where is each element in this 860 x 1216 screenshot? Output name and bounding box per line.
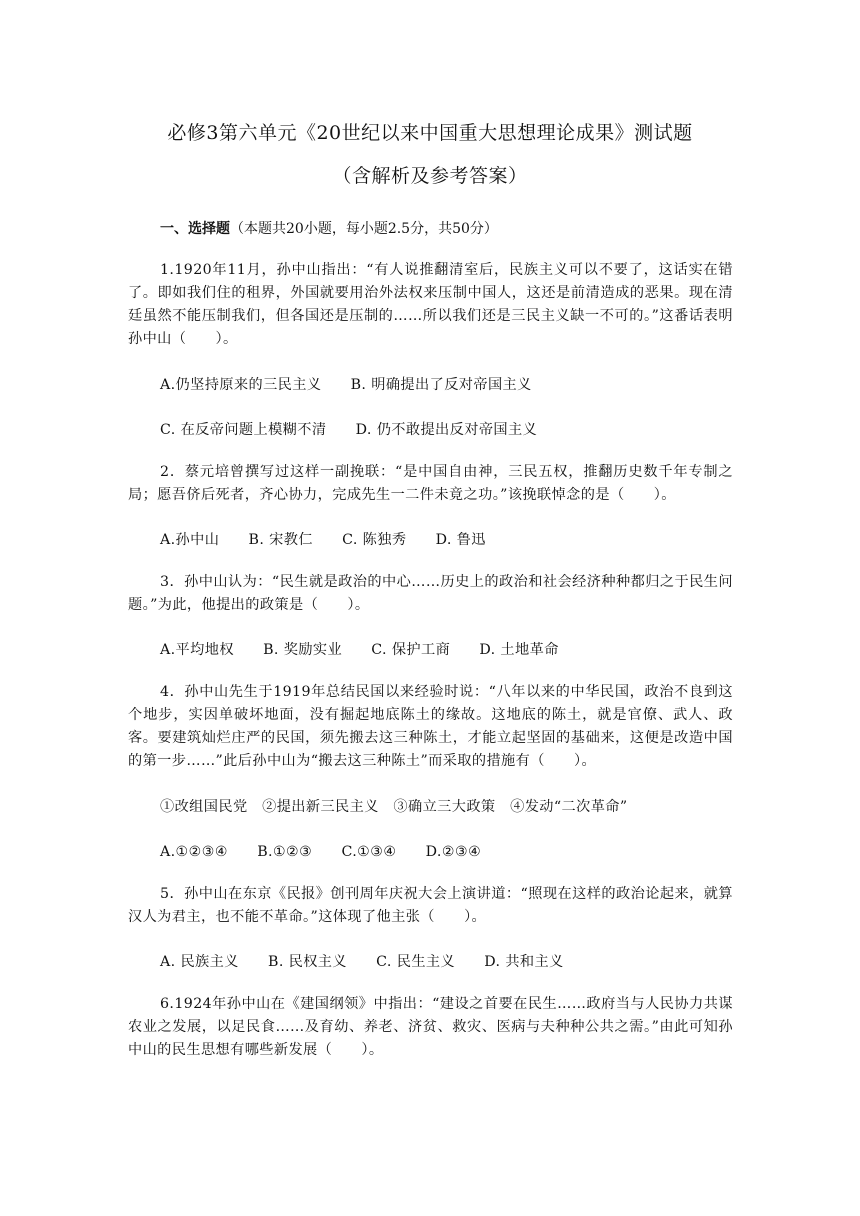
question-1-options-ab: A.仍坚持原来的三民主义 B. 明确提出了反对帝国主义 — [160, 377, 532, 393]
question-4-statements: ①改组国民党 ②提出新三民主义 ③确立三大政策 ④发动“二次革命” — [160, 799, 628, 815]
question-5-text: 5．孙中山在东京《民报》创刊周年庆祝大会上演讲道：“照现在这样的政治论起来，就算汉人为君主，也不能不革命。”这体现了他主张（ ）。 — [128, 886, 733, 925]
question-1-options-cd: C. 在反帝问题上模糊不清 D. 仍不敢提出反对帝国主义 — [160, 422, 538, 438]
document-subtitle: （含解析及参考答案） — [332, 165, 528, 187]
question-2-options: A.孙中山 B. 宋教仁 C. 陈独秀 D. 鲁迅 — [160, 532, 486, 548]
question-1-text: 1.1920年11月，孙中山指出：“有人说推翻清室后，民族主义可以不要了，这话实在错了。即如我们住的租界，外国就要用治外法权来压制中国人，这还是前清造成的恶果。现在清廷虽然不能压制我们，但各国还是压制的……所以我们还是三民主义缺一不可的。”这番话表明孙中山（ ）。 — [128, 262, 733, 347]
question-4-options: A.①②③④ B.①②③ C.①③④ D.②③④ — [160, 844, 482, 860]
section-heading — [160, 218, 498, 238]
question-4-text: 4．孙中山先生于1919年总结民国以来经验时说：“八年以来的中华民国，政治不良到这个地步，实因单破坏地面，没有掘起地底陈土的缘故。这地底的陈土，就是官僚、武人、政客。要建筑灿烂庄严的民国，须先搬去这三种陈土，才能立起坚固的基础来，这便是改造中国的第一步……”此后孙中山为“搬去这三种陈土”而采取的措施有（ ）。 — [128, 684, 733, 769]
section-heading-label: 一、选择题 — [160, 221, 230, 237]
question-6-text: 6.1924年孙中山在《建国纲领》中指出：“建设之首要在民生……政府当与人民协力共谋农业之发展，以足民食……及育幼、养老、济贫、救灾、医病与夫种种公共之需。”由此可知孙中山的民生思想有哪些新发展（ ）。 — [128, 996, 733, 1058]
section-heading-note: （本题共20小题，每小题2.5分，共50分） — [230, 221, 498, 237]
document-title: 必修3第六单元《20世纪以来中国重大思想理论成果》测试题 — [167, 122, 693, 144]
question-5-options: A. 民族主义 B. 民权主义 C. 民生主义 D. 共和主义 — [160, 954, 564, 970]
question-3-text: 3．孙中山认为：“民生就是政治的中心……历史上的政治和社会经济种种都归之于民生问题。”为此，他提出的政策是（ ）。 — [128, 574, 733, 613]
question-2-text: 2．蔡元培曾撰写过这样一副挽联：“是中国自由神，三民五权，推翻历史数千年专制之局；愿吾侪后死者，齐心协力，完成先生一二件未竟之功。”该挽联悼念的是（ ）。 — [128, 464, 733, 503]
question-3-options: A.平均地权 B. 奖励实业 C. 保护工商 D. 土地革命 — [160, 642, 559, 658]
